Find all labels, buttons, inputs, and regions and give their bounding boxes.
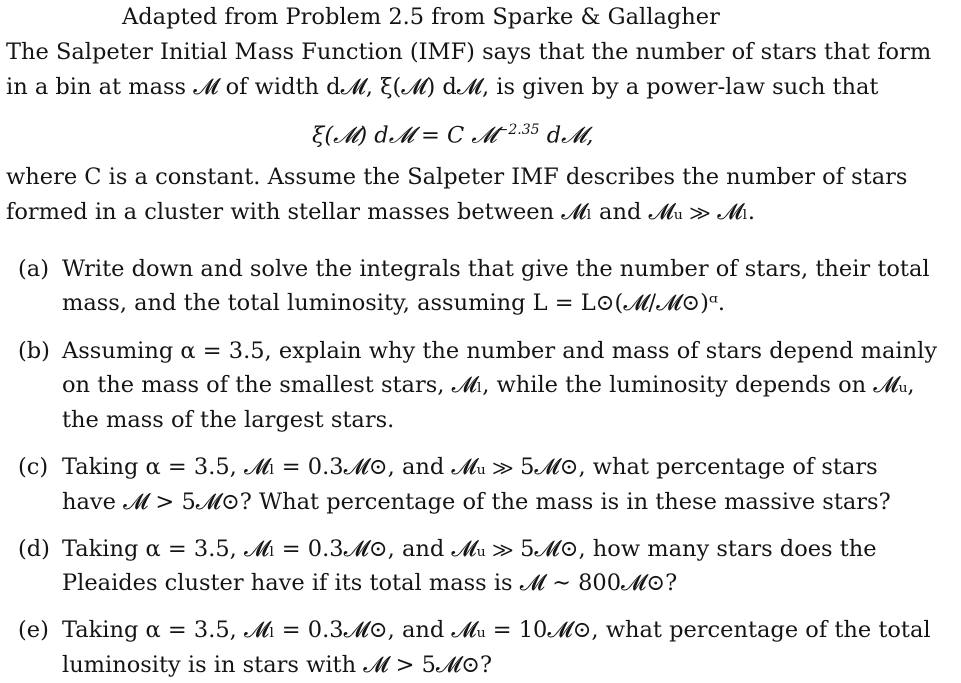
item-line: Taking α = 3.5, 𝓜ₗ = 0.3𝓜⊙, and 𝓜ᵤ ≫ 5𝓜⊙, what percentage of stars [62,454,878,480]
equation-lhs: ξ(𝓜) d𝓜 = C 𝓜 [312,122,497,149]
imf-equation [312,115,593,151]
item-line: Assuming α = 3.5, explain why the number and mass of stars depend mainly [62,338,938,364]
item-label: (d) [18,536,50,562]
after-eq-line-2: formed in a cluster with stellar masses between 𝓜ₗ and 𝓜ᵤ ≫ 𝓜ₗ. [6,199,756,225]
after-eq-line-1: where C is a constant. Assume the Salpeter IMF describes the number of stars [6,164,908,190]
item-line: have 𝓜 > 5𝓜⊙? What percentage of the mass is in these massive stars? [62,489,891,515]
item-line: the mass of the largest stars. [62,407,395,433]
intro-line-2: in a bin at mass 𝓜 of width d𝓜, ξ(𝓜) d𝓜, is given by a power-law such that [6,74,879,100]
item-line: Write down and solve the integrals that give the number of stars, their total [62,256,930,282]
item-line: Taking α = 3.5, 𝓜ₗ = 0.3𝓜⊙, and 𝓜ᵤ = 10𝓜⊙, what percentage of the total [62,617,931,643]
intro-line-1: The Salpeter Initial Mass Function (IMF) says that the number of stars that form [6,39,932,65]
item-line: Taking α = 3.5, 𝓜ₗ = 0.3𝓜⊙, and 𝓜ᵤ ≫ 5𝓜⊙, how many stars does the [62,536,877,562]
item-line: mass, and the total luminosity, assuming L = L⊙(𝓜/𝓜⊙)ᵅ. [62,290,726,316]
equation-rhs: d𝓜, [539,122,594,149]
page-title: Adapted from Problem 2.5 from Sparke & Gallagher [122,4,720,30]
item-line: luminosity is in stars with 𝓜 > 5𝓜⊙? [62,652,493,678]
item-line: Pleaides cluster have if its total mass is 𝓜 ∼ 800𝓜⊙? [62,570,678,596]
item-label: (a) [18,256,49,282]
item-label: (b) [18,338,50,364]
item-label: (e) [18,617,49,643]
item-label: (c) [18,454,49,480]
item-line: on the mass of the smallest stars, 𝓜ₗ, while the luminosity depends on 𝓜ᵤ, [62,372,915,398]
equation-exponent: −2.35 [496,122,540,138]
